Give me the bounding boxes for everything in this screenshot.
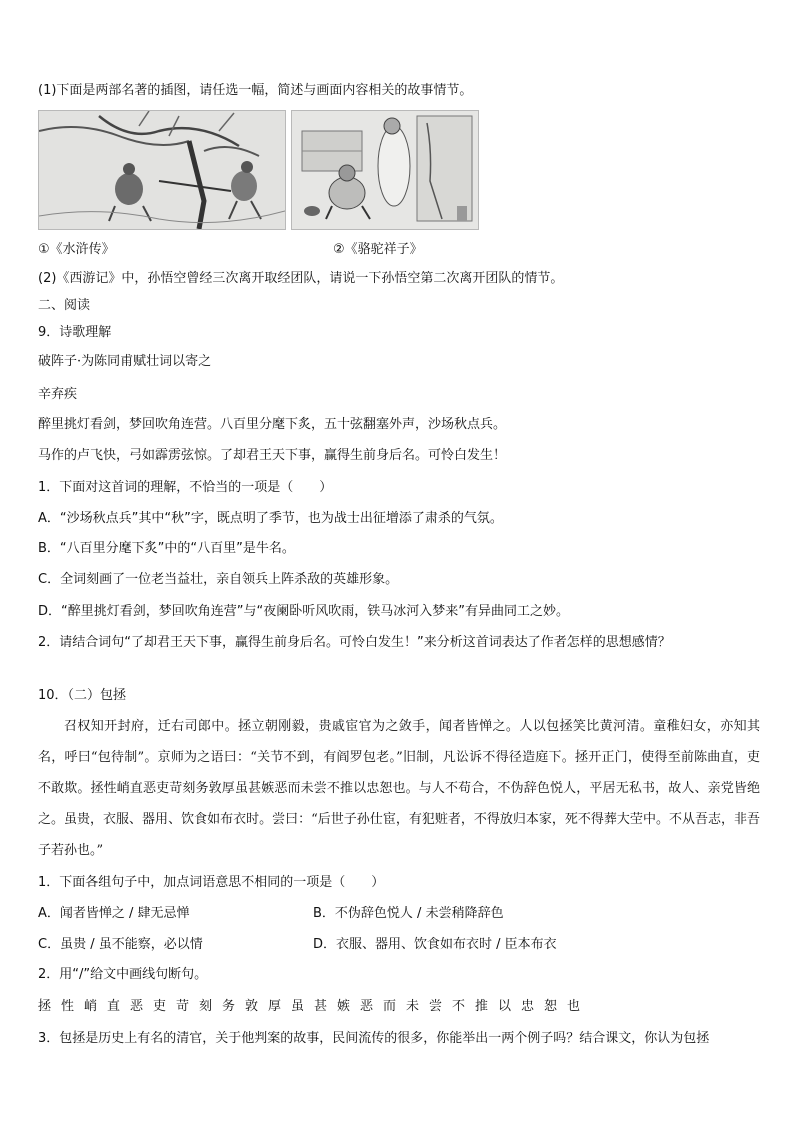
- q10-sentence: 拯性峭直恶吏苛刻务敦厚虽甚嫉恶而未尝不推以忠恕也: [38, 999, 591, 1014]
- q9-option-a: A．“沙场秋点兵”其中“秋”字，既点明了季节，也为战士出征增添了肃杀的气氛。: [38, 511, 503, 526]
- poem-line-2: 马作的卢飞快，弓如霹雳弦惊。了却君王天下事，赢得生前身后名。可怜白发生！: [38, 448, 507, 463]
- camel-xiangzi-sketch: [292, 111, 478, 229]
- q10-option-d: D．衣服、器用、饮食如布衣时 / 臣本布衣: [313, 937, 557, 952]
- section-reading: 二、阅读: [38, 298, 91, 313]
- poem-line-1: 醉里挑灯看剑，梦回吹角连营。八百里分麾下炙，五十弦翻塞外声，沙场秋点兵。: [38, 417, 507, 432]
- q9-option-b: B．“八百里分麾下炙”中的“八百里”是牛名。: [38, 541, 295, 556]
- poem-title: 破阵子·为陈同甫赋壮词以寄之: [38, 354, 212, 369]
- q10-option-c: C．虽贵 / 虽不能察，必以情: [38, 937, 203, 952]
- q10-sub1: 1．下面各组句子中，加点词语意思不相同的一项是（ ）: [38, 875, 385, 890]
- q9-option-c: C．全词刻画了一位老当益壮，亲自领兵上阵杀敌的英雄形象。: [38, 572, 399, 587]
- camel-xiangzi-illustration: [291, 110, 479, 230]
- q10-sub3: 3．包拯是历史上有名的清官，关于他判案的故事，民间流传的很多，你能举出一两个例子吗？结合课文，你认为包拯: [38, 1031, 710, 1046]
- q9-option-d: D．“醉里挑灯看剑，梦回吹角连营”与“夜阑卧听风吹雨，铁马冰河入梦来”有异曲同工之妙。: [38, 604, 569, 619]
- q10-heading: 10．（二）包拯: [38, 688, 127, 703]
- q9-heading: 9．诗歌理解: [38, 325, 112, 340]
- water-margin-illustration: [38, 110, 286, 230]
- water-margin-sketch: [39, 111, 285, 229]
- caption-camel-xiangzi: ②《骆驼祥子》: [333, 242, 423, 257]
- bao-zheng-passage: 召权知开封府，迁右司郎中。拯立朝刚毅，贵戚宦官为之敛手，闻者皆惮之。人以包拯笑比黄河清。童稚妇女，亦知其名，呼曰“包待制”。京师为之语曰：“关节不到，有阎罗包老。”旧制，凡讼诉不得径造庭下。拯开正门，使得至前陈曲直，吏不敢欺。拯性峭直恶吏苛刻务敦厚虽甚嫉恶而未尝不推以忠恕也。与人不苟合，不伪辞色悦人，平居无私书，故人、亲党皆绝之。虽贵，衣服、器用、饮食如布衣时。尝曰：“后世子孙仕宦，有犯赃者，不得放归本家，死不得葬大茔中。不从吾志，非吾子若孙也。”: [38, 719, 760, 858]
- q10-sub2: 2．用“/”给文中画线句断句。: [38, 967, 208, 982]
- poem-author: 辛弃疾: [38, 387, 78, 402]
- q9-sub2: 2．请结合词句“了却君王天下事，赢得生前身后名。可怜白发生！”来分析这首词表达了作者怎样的思想感情？: [38, 635, 671, 650]
- q9-sub1: 1．下面对这首词的理解，不恰当的一项是（ ）: [38, 480, 333, 495]
- q8-part2: (2)《西游记》中，孙悟空曾经三次离开取经团队，请说一下孙悟空第二次离开团队的情节。: [38, 271, 564, 286]
- caption-water-margin: ①《水浒传》: [38, 242, 115, 257]
- q10-option-b: B．不伪辞色悦人 / 未尝稍降辞色: [313, 906, 504, 921]
- q8-part1: (1)下面是两部名著的插图，请任选一幅，简述与画面内容相关的故事情节。: [38, 83, 473, 98]
- q10-option-a: A．闻者皆惮之 / 肆无忌惮: [38, 906, 190, 921]
